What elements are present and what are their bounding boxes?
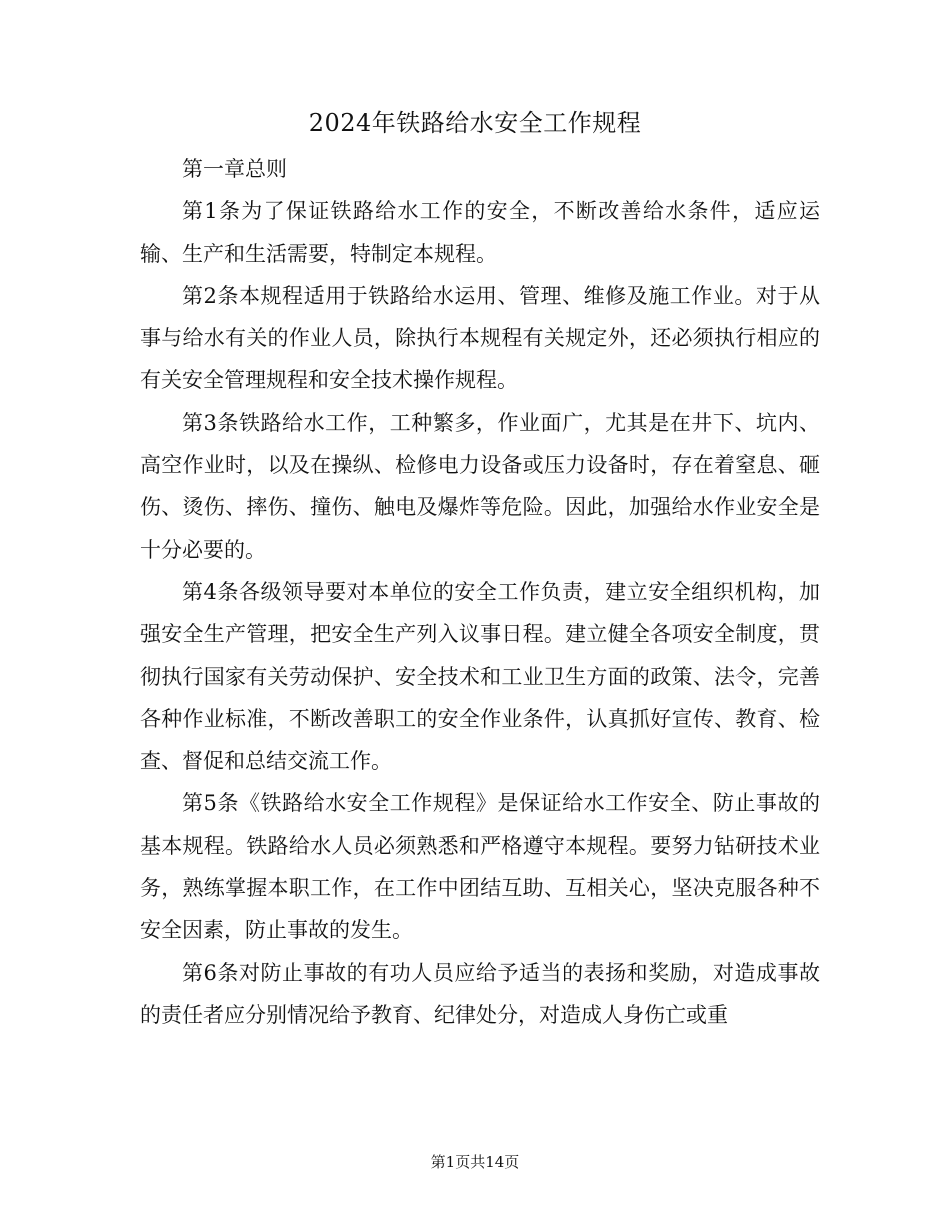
article-paragraph: 第1条为了保证铁路给水工作的安全，不断改善给水条件，适应运输、生产和生活需要，特制定本规程。 (140, 199, 820, 266)
article-paragraph: 第5条《铁路给水安全工作规程》是保证给水工作安全、防止事故的基本规程。铁路给水人员必须熟悉和严格遵守本规程。要努力钻研技术业务，熟练掌握本职工作，在工作中团结互助、互相关心，坚决克服各种不安全因素，防止事故的发生。 (140, 791, 820, 943)
document-body (140, 148, 820, 1036)
document-title: 2024年铁路给水安全工作规程 (308, 109, 642, 137)
article-paragraph: 第2条本规程适用于铁路给水运用、管理、维修及施工作业。对于从事与给水有关的作业人员，除执行本规程有关规定外，还必须执行相应的有关安全管理规程和安全技术操作规程。 (140, 283, 820, 393)
chapter-heading: 第一章总则 (182, 157, 287, 181)
article-paragraph: 第6条对防止事故的有功人员应给予适当的表扬和奖励，对造成事故的责任者应分别情况给予教育、纪律处分，对造成人身伤亡或重 (140, 960, 820, 1027)
article-paragraph: 第4条各级领导要对本单位的安全工作负责，建立安全组织机构，加强安全生产管理，把安全生产列入议事日程。建立健全各项安全制度，贯彻执行国家有关劳动保护、安全技术和工业卫生方面的政策、法令，完善各种作业标准，不断改善职工的安全作业条件，认真抓好宣传、教育、检查、督促和总结交流工作。 (140, 579, 820, 774)
article-paragraph: 第3条铁路给水工作，工种繁多，作业面广，尤其是在井下、坑内、高空作业时，以及在操纵、检修电力设备或压力设备时，存在着窒息、砸伤、烫伤、摔伤、撞伤、触电及爆炸等危险。因此，加强给水作业安全是十分必要的。 (140, 410, 820, 562)
page-number-footer: 第1页共14页 (430, 1153, 520, 1171)
